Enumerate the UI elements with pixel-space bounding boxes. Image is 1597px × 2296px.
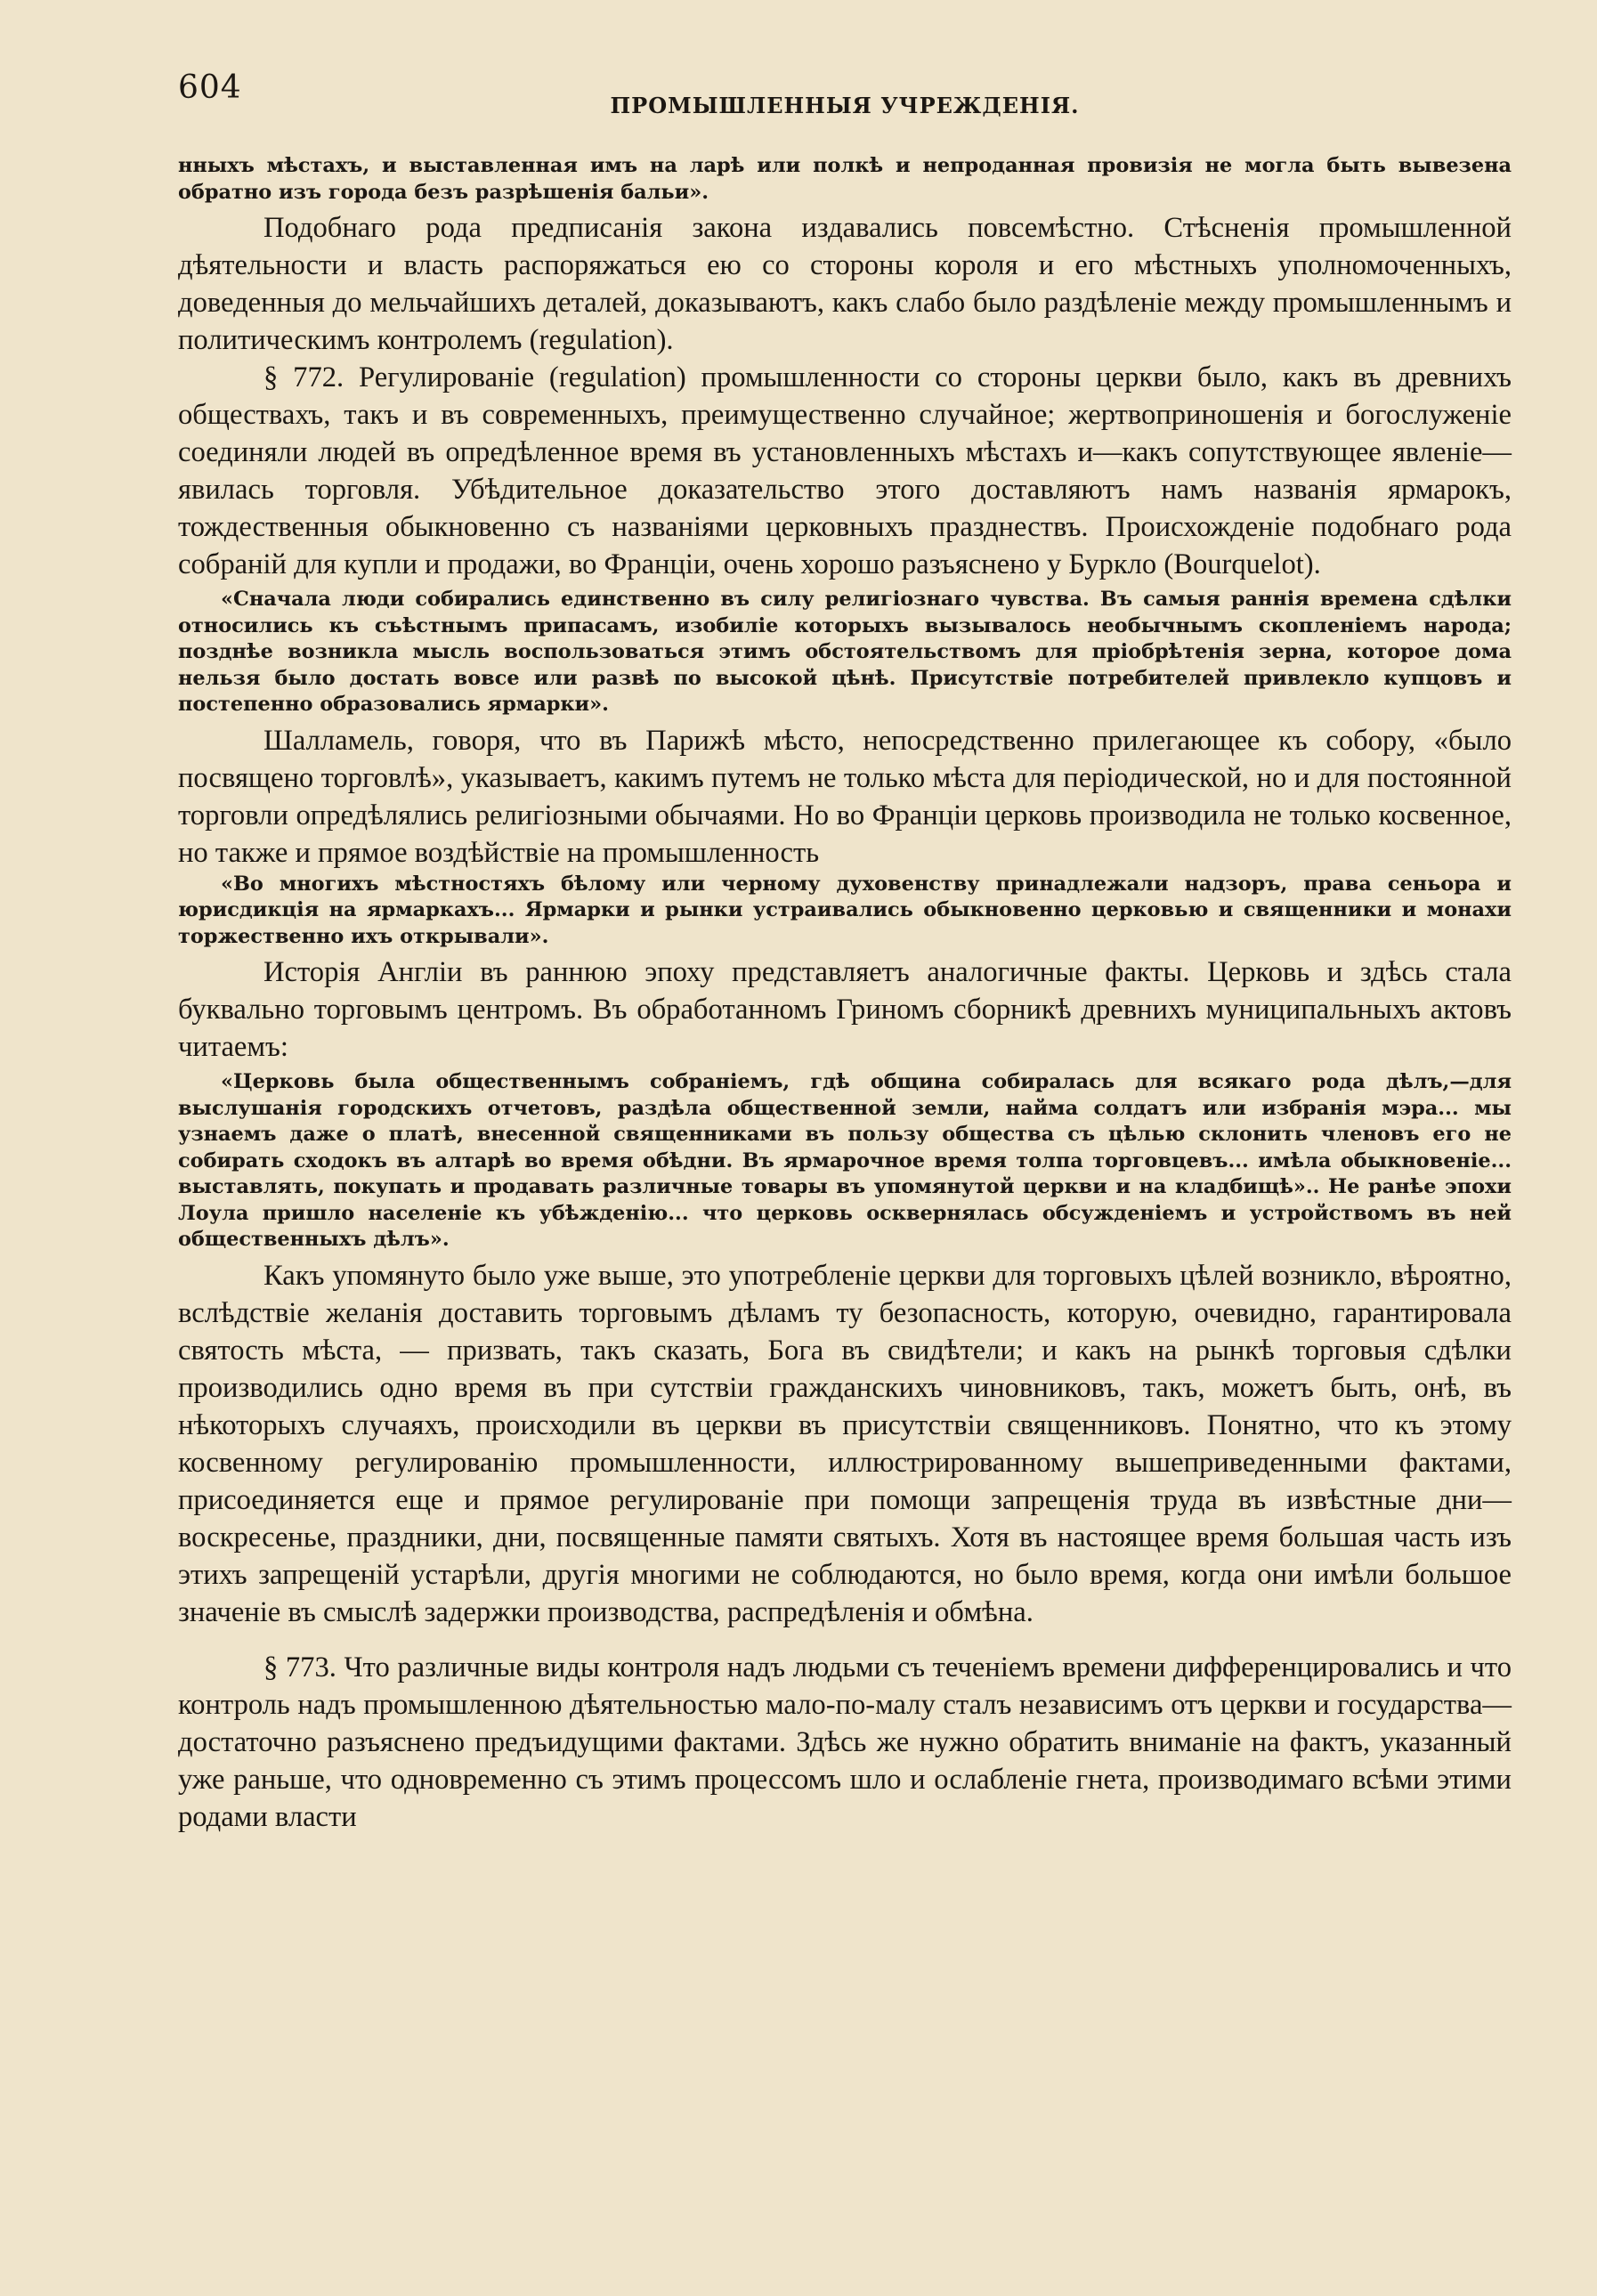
page-text [178, 153, 1512, 1836]
section-773-paragraph: § 773. Что различные виды контроля надъ людьми съ теченіемъ времени дифференцировались и что контроль надъ промышленною дѣятельностью мало-по-малу сталъ независимъ отъ церкви и государства—достаточно разъяснено предъидущими фактами. Здѣсь же нужно обратить вниманіе на фактъ, указанный уже раньше, что одновременно съ этимъ процессомъ шло и ослабленіе гнета, производимаго всѣми этими родами власти [178, 1651, 1512, 1833]
quote-bourquelot: «Сначала люди собирались единственно въ силу религіознаго чувства. Въ самыя раннія времена сдѣлки относились къ съѣстнымъ припасамъ, изобиліе которыхъ вызывалось необычнымъ скопленіемъ народа; позднѣе возникла мысль воспользоваться этимъ обстоятельствомъ для пріобрѣтенія зерна, которое дома нельзя было достать вовсе или развѣ по высокой цѣнѣ. Присутствіе потребителей привлекло купцовъ и постепенно образовались ярмарки». [178, 588, 1512, 716]
page-number: 604 [178, 69, 242, 106]
running-title: ПРОМЫШЛЕННЫЯ УЧРЕЖДЕНІЯ. [610, 93, 1080, 118]
body-paragraph: Шалламель, говоря, что въ Парижѣ мѣсто, непосредственно прилегающее къ собору, «было посвящено торговлѣ», указываетъ, какимъ путемъ не только мѣста для періодической, но и для постоянной торговли опредѣлялись религіозными обычаями. Но во Франціи церковь производила не только косвенное, но также и прямое воздѣйствіе на промышленность [178, 724, 1512, 869]
section-772-paragraph: § 772. Регулированіе (regulation) промышленности со стороны церкви было, какъ въ древнихъ обществахъ, такъ и въ современныхъ, преимущественно случайное; жертвоприношенія и богослуженіе соединяли людей въ опредѣленное время въ установленныхъ мѣстахъ и—какъ сопутствующее явленіе—явилась торговля. Убѣдительное доказательство этого доставляютъ намъ названія ярмарокъ, тождественныя обыкновенно съ названіями церковныхъ празднествъ. Происхожденіе подобнаго рода собраній для купли и продажи, во Франціи, очень хорошо разъяснено у Буркло (Bourquelot). [178, 361, 1512, 580]
continued-quote: нныхъ мѣстахъ, и выставленная имъ на ларѣ или полкѣ и непроданная провизія не могла быть вывезена обратно изъ города безъ разрѣшенія бальи». [178, 154, 1512, 204]
body-paragraph: Исторія Англіи въ раннюю эпоху представляетъ аналогичные факты. Церковь и здѣсь стала буквально торговымъ центромъ. Въ обработанномъ Гриномъ сборникѣ древнихъ муниципальныхъ актовъ читаемъ: [178, 956, 1512, 1063]
quote-green: «Церковь была общественнымъ собраніемъ, гдѣ община собиралась для всякаго рода дѣлъ,—для выслушанія городскихъ отчетовъ, раздѣла общественной земли, найма солдатъ или избранія мэра... мы узнаемъ даже о платѣ, внесенной священниками въ пользу общества съ цѣлью склонить членовъ его не собирать сходокъ въ алтарѣ во время обѣдни. Въ ярмарочное время толпа торговцевъ... имѣла обыкновеніе... выставлять, покупать и продавать различные товары въ упомянутой церкви и на кладбищѣ».. Не ранѣе эпохи Лоула пришло населеніе къ убѣжденію... что церковь осквернялась обсужденіемъ и устройствомъ въ ней общественныхъ дѣлъ». [178, 1070, 1512, 1251]
body-paragraph: Какъ упомянуто было уже выше, это употребленіе церкви для торговыхъ цѣлей возникло, вѣроятно, вслѣдствіе желанія доставить торговымъ дѣламъ ту безопасность, которую, очевидно, гарантировала святость мѣста, — призвать, такъ сказать, Бога въ свидѣтели; и какъ на рынкѣ торговыя сдѣлки производились одно время въ при сутствіи гражданскихъ чиновниковъ, такъ, можетъ быть, онѣ, въ нѣкоторыхъ случаяхъ, происходили въ церкви въ присутствіи священниковъ. Понятно, что къ этому косвенному регулированію промышленности, иллюстрированному вышеприведенными фактами, присоединяется еще и прямое регулированіе при помощи запрещенія труда въ извѣстные дни—воскресенье, праздники, дни, посвященные памяти святыхъ. Хотя въ настоящее время большая часть изъ этихъ запрещеній устарѣли, другія многими не соблюдаются, но было время, когда они имѣли большое значеніе въ смыслѣ задержки производства, распредѣленія и обмѣна. [178, 1259, 1512, 1628]
body-paragraph: Подобнаго рода предписанія закона издавались повсемѣстно. Стѣсненія промышленной дѣятельности и власть распоряжаться ею со стороны короля и его мѣстныхъ уполномоченныхъ, доведенныя до мельчайшихъ деталей, доказываютъ, какъ слабо было раздѣленіе между промышленнымъ и политическимъ контролемъ (regulation). [178, 212, 1512, 356]
quote-france: «Во многихъ мѣстностяхъ бѣлому или черному духовенству принадлежали надзоръ, права сеньора и юрисдикція на ярмаркахъ... Ярмарки и рынки устраивались обыкновенно церковью и священники и монахи торжественно ихъ открывали». [178, 872, 1512, 948]
